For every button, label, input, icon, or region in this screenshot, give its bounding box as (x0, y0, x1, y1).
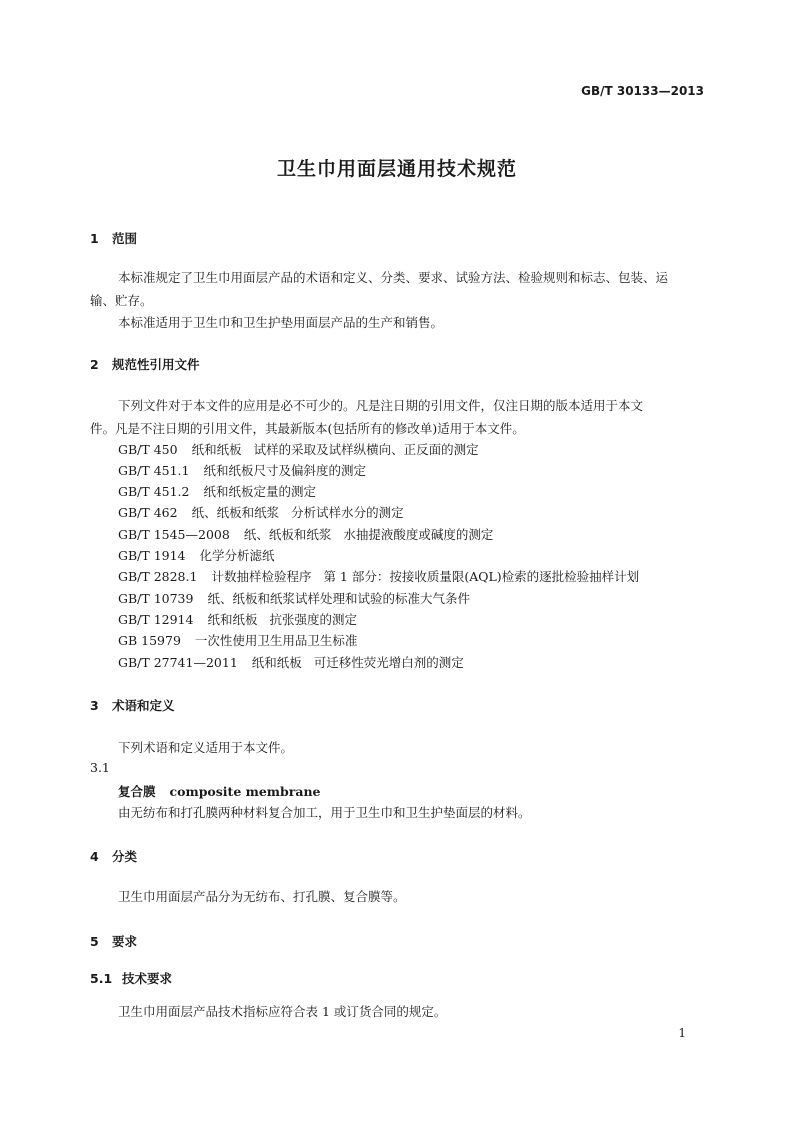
paragraph: 输、贮存。 (90, 293, 153, 308)
paragraph: 下列文件对于本文件的应用是必不可少的。凡是注日期的引用文件，仅注日期的版本适用于本文 (118, 398, 644, 413)
section-title: 要求 (112, 934, 138, 949)
section-number: 1 (90, 231, 99, 246)
paragraph: 件。凡是不注日期的引用文件，其最新版本(包括所有的修改单)适用于本文件。 (90, 421, 525, 436)
reference-subtitle: 分析试样水分的测定 (291, 505, 404, 520)
subsection-5-1-heading (90, 969, 172, 987)
reference-subtitle: 第 1 部分：按接收质量限(AQL)检索的逐批检验抽样计划 (323, 569, 640, 584)
reference-item (118, 482, 316, 500)
reference-subtitle: 抗张强度的测定 (269, 612, 357, 627)
reference-code: GB/T 27741—2011 (118, 655, 238, 670)
section-title: 范围 (112, 231, 138, 246)
section-title: 规范性引用文件 (112, 357, 200, 372)
reference-code: GB/T 10739 (118, 591, 194, 606)
reference-subtitle: 试样的采取及试样纵横向、正反面的测定 (253, 442, 479, 457)
reference-subtitle: 水抽提液酸度或碱度的测定 (343, 527, 494, 542)
subsection-title: 技术要求 (122, 971, 173, 986)
reference-item (118, 525, 493, 543)
term-english: composite membrane (169, 784, 321, 799)
reference-title: 纸、纸板和纸浆试样处理和试验的标准大气条件 (207, 591, 470, 606)
reference-item (118, 631, 357, 649)
section-3-heading (90, 696, 175, 714)
section-number: 5 (90, 934, 99, 949)
reference-item (118, 567, 639, 585)
section-1-heading (90, 229, 137, 247)
term-number: 3.1 (90, 760, 110, 775)
reference-item (118, 461, 366, 479)
reference-code: GB/T 451.2 (118, 484, 190, 499)
term-definition: 由无纺布和打孔膜两种材料复合加工，用于卫生巾和卫生护垫面层的材料。 (118, 805, 531, 820)
section-title: 术语和定义 (112, 698, 175, 713)
section-2-heading (90, 355, 200, 373)
page-number: 1 (678, 1026, 686, 1040)
reference-code: GB/T 1545—2008 (118, 527, 230, 542)
reference-code: GB/T 12914 (118, 612, 194, 627)
reference-subtitle: 可迁移性荧光增白剂的测定 (313, 655, 464, 670)
reference-item (118, 503, 404, 521)
reference-item (118, 440, 479, 458)
reference-code: GB/T 1914 (118, 548, 186, 563)
reference-item (118, 653, 464, 671)
reference-title: 化学分析滤纸 (199, 548, 275, 563)
reference-title: 纸、纸板和纸浆 (191, 505, 280, 520)
paragraph: 本标准规定了卫生巾用面层产品的术语和定义、分类、要求、试验方法、检验规则和标志、包装、运 (118, 270, 669, 285)
section-number: 3 (90, 698, 99, 713)
document-title: 卫生巾用面层通用技术规范 (276, 158, 517, 180)
reference-title: 纸和纸板定量的测定 (203, 484, 316, 499)
reference-code: GB/T 451.1 (118, 463, 190, 478)
term-entry (118, 782, 321, 800)
section-number: 2 (90, 357, 99, 372)
section-title: 分类 (112, 849, 138, 864)
reference-item (118, 546, 275, 564)
reference-code: GB/T 450 (118, 442, 178, 457)
section-5-heading (90, 932, 137, 950)
section-4-heading (90, 847, 137, 865)
reference-title: 纸、纸板和纸浆 (243, 527, 332, 542)
reference-title: 纸和纸板 (191, 442, 242, 457)
section-number: 4 (90, 849, 99, 864)
reference-item (118, 610, 357, 628)
reference-code: GB/T 2828.1 (118, 569, 198, 584)
paragraph: 卫生巾用面层产品技术指标应符合表 1 或订货合同的规定。 (118, 1004, 447, 1019)
reference-code: GB/T 462 (118, 505, 178, 520)
reference-title: 纸和纸板 (251, 655, 302, 670)
reference-title: 纸和纸板尺寸及偏斜度的测定 (203, 463, 366, 478)
reference-item (118, 589, 470, 607)
paragraph: 下列术语和定义适用于本文件。 (118, 740, 294, 755)
term-chinese: 复合膜 (118, 784, 156, 799)
reference-title: 计数抽样检验程序 (211, 569, 312, 584)
paragraph: 本标准适用于卫生巾和卫生护垫用面层产品的生产和销售。 (118, 315, 444, 330)
reference-title: 纸和纸板 (207, 612, 258, 627)
standard-number: GB/T 30133—2013 (581, 84, 704, 98)
reference-code: GB 15979 (118, 633, 181, 648)
paragraph: 卫生巾用面层产品分为无纺布、打孔膜、复合膜等。 (118, 889, 406, 904)
subsection-number: 5.1 (90, 971, 113, 986)
reference-title: 一次性使用卫生用品卫生标准 (194, 633, 358, 648)
